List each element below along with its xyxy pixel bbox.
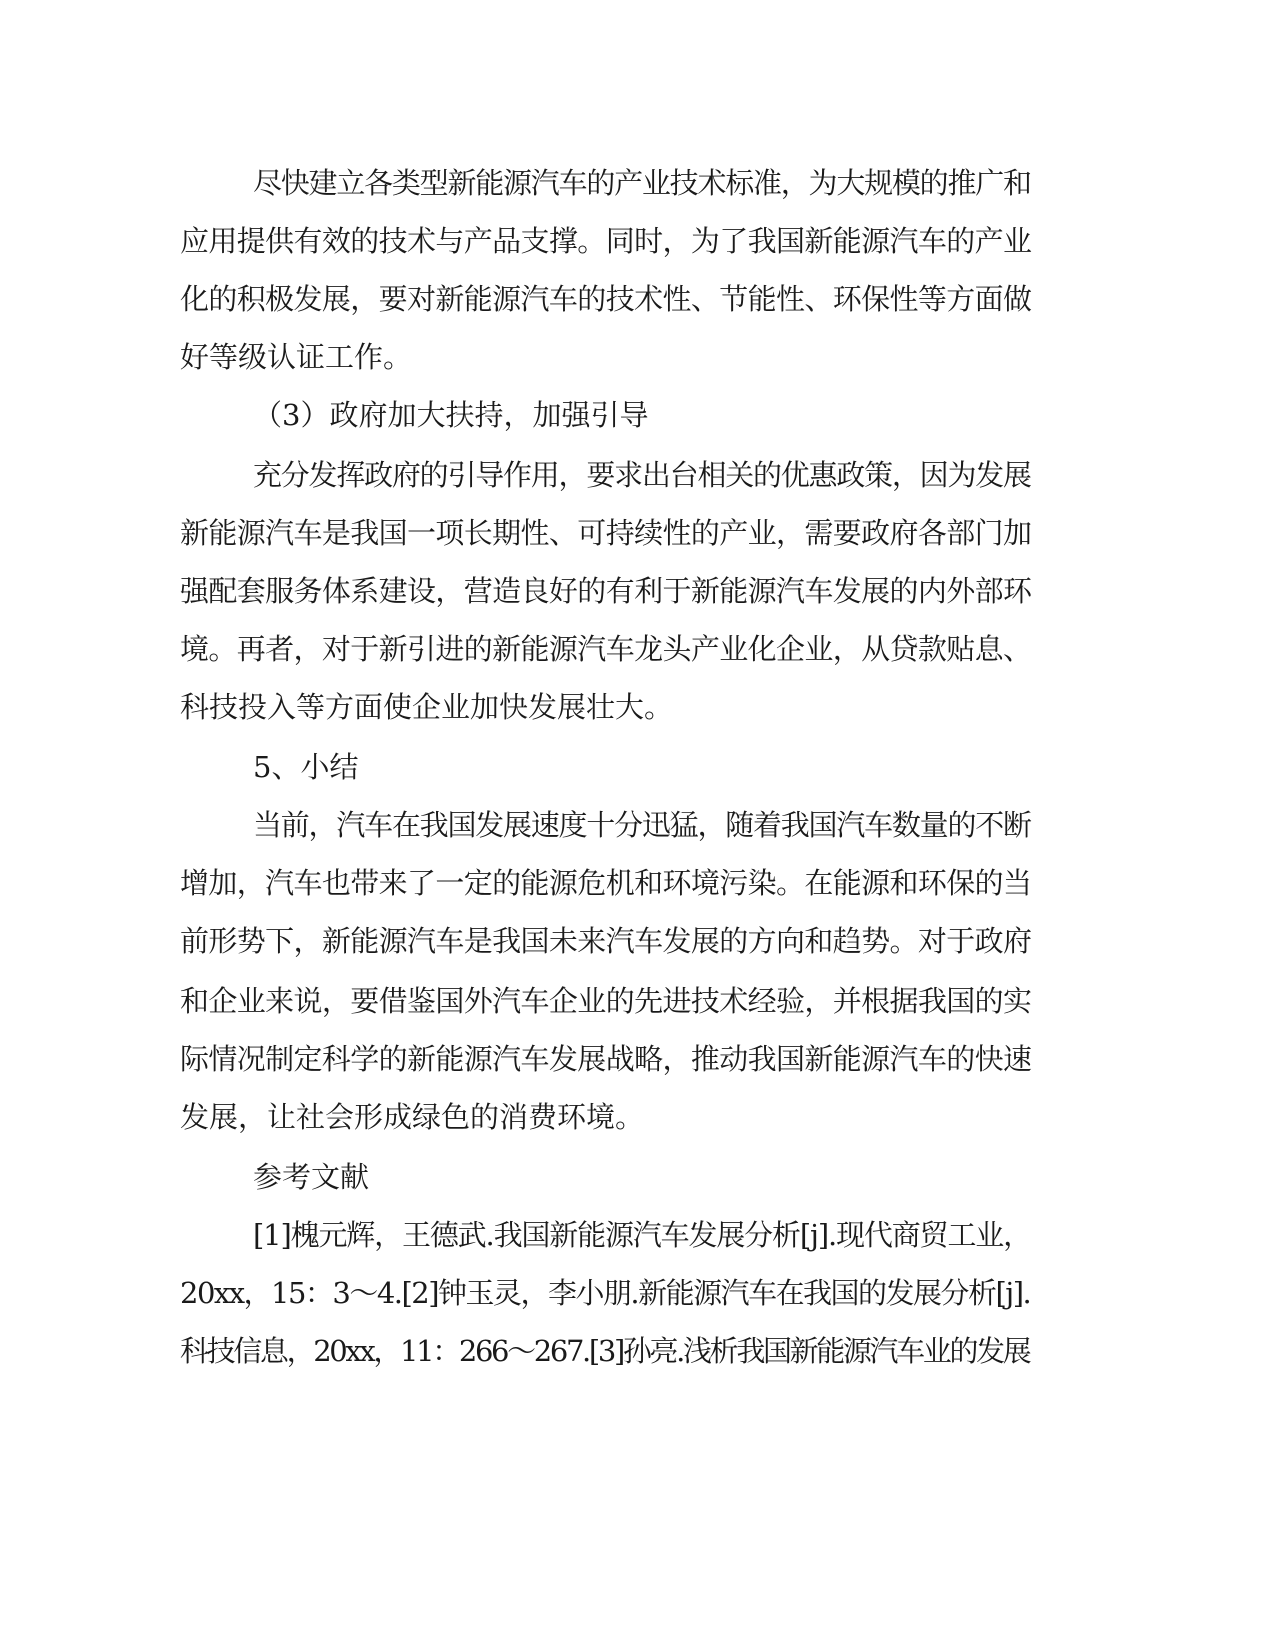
reference-line: 20xx，15：3～4.[2]钟玉灵，李小朋.新能源汽车在我国的发展分析[j].: [180, 1276, 1031, 1310]
paragraph-line: 前形势下，新能源汽车是我国未来汽车发展的方向和趋势。对于政府: [180, 924, 1032, 958]
paragraph-line: 发展，让社会形成绿色的消费环境。: [180, 1100, 645, 1134]
paragraph-line: 增加，汽车也带来了一定的能源危机和环境污染。在能源和环保的当: [180, 866, 1032, 900]
reference-line: [1]槐元辉，王德武.我国新能源汽车发展分析[j].现代商贸工业，: [253, 1218, 1031, 1252]
section-heading: （3）政府加大扶持，加强引导: [253, 398, 649, 432]
paragraph-line: 化的积极发展，要对新能源汽车的技术性、节能性、环保性等方面做: [180, 282, 1032, 316]
paragraph-line: 境。再者，对于新引进的新能源汽车龙头产业化企业，从贷款贴息、: [180, 632, 1032, 666]
paragraph-line: 应用提供有效的技术与产品支撑。同时，为了我国新能源汽车的产业: [180, 224, 1032, 258]
paragraph-line: 尽快建立各类型新能源汽车的产业技术标准，为大规模的推广和: [253, 166, 1031, 200]
paragraph-line: 际情况制定科学的新能源汽车发展战略，推动我国新能源汽车的快速: [180, 1042, 1032, 1076]
paragraph-line: 充分发挥政府的引导作用，要求出台相关的优惠政策，因为发展: [253, 458, 1031, 492]
paragraph-line: 新能源汽车是我国一项长期性、可持续性的产业，需要政府各部门加: [180, 516, 1032, 550]
section-heading: 5、小结: [253, 750, 359, 784]
paragraph-line: 科技投入等方面使企业加快发展壮大。: [180, 690, 674, 724]
paragraph-line: 好等级认证工作。: [180, 340, 413, 374]
paragraph-line: 当前，汽车在我国发展速度十分迅猛，随着我国汽车数量的不断: [253, 808, 1031, 842]
paragraph-line: 强配套服务体系建设，营造良好的有利于新能源汽车发展的内外部环: [180, 574, 1032, 608]
references-heading: 参考文献: [253, 1160, 370, 1194]
reference-line: 科技信息，20xx，11：266～267.[3]孙亮.浅析我国新能源汽车业的发展: [180, 1334, 1030, 1368]
paragraph-line: 和企业来说，要借鉴国外汽车企业的先进技术经验，并根据我国的实: [180, 984, 1032, 1018]
